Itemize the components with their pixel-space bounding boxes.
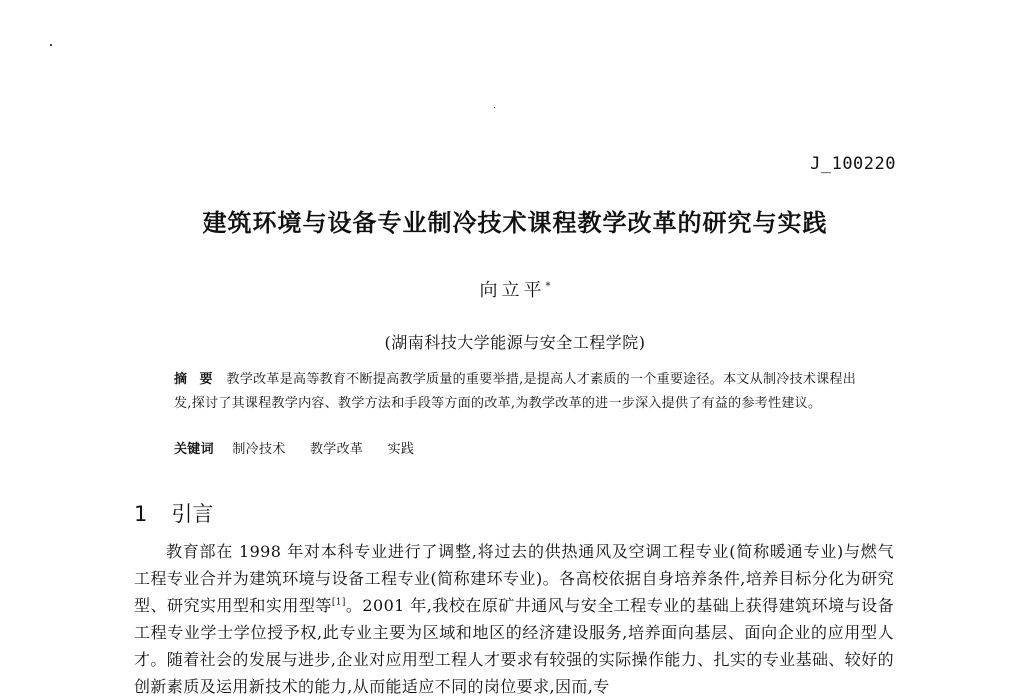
paper-title: 建筑环境与设备专业制冷技术课程教学改革的研究与实践: [202, 209, 828, 237]
body-text-part: 教育部在 1998 年对本科专业进行了调整,将过去的供热通风及空调工程专业(简称暖通专业)与燃气工程专业合并为建筑环境与设备工程专业(简称建环专业)。各高校依据自身培养条件,培养目标分化为研究型、研究实用型和实用型等: [134, 542, 894, 615]
author-footnote-mark: *: [545, 281, 551, 292]
affiliation: (湖南科技大学能源与安全工程学院): [384, 333, 646, 352]
body-text-part: 。2001 年,我校在原矿井通风与安全工程专业的基础上获得建筑环境与设备工程专业学士学位授予权,此专业主要为区域和地区的经济建设服务,培养面向基层、面向企业的应用型人才。随着社会的发展与进步,企业对应用型工程人才要求有较强的实际操作能力、扎实的专业基础、较好的创新素质及运用新技术的能力,从而能适应不同的岗位要求,因而,专: [134, 596, 894, 696]
citation-marker: [1]: [331, 597, 346, 608]
abstract-text: 教学改革是高等教育不断提高教学质量的重要举措,是提高人才素质的一个重要途径。本文从制冷技术课程出发,探讨了其课程教学内容、教学方法和手段等方面的改革,为教学改革的进一步深入提供了有益的参考性建议。: [174, 372, 857, 411]
section-number: 1: [134, 502, 148, 526]
document-id: J_100220: [810, 154, 896, 174]
keyword-item: 制冷技术: [232, 442, 286, 457]
section-heading: [134, 498, 213, 528]
author-line: [0, 276, 1030, 302]
keyword-item: 教学改革: [309, 442, 364, 457]
keywords: [174, 438, 434, 457]
author-name: 向立平: [479, 280, 546, 301]
abstract: [174, 368, 864, 416]
section-title: 引言: [171, 502, 214, 526]
abstract-label: 摘 要: [174, 372, 217, 387]
body-paragraph: [134, 538, 894, 700]
keyword-item: 实践: [387, 442, 415, 457]
keywords-label: 关键词: [174, 442, 214, 457]
scan-speck: [494, 107, 495, 108]
scan-speck: [50, 44, 52, 46]
